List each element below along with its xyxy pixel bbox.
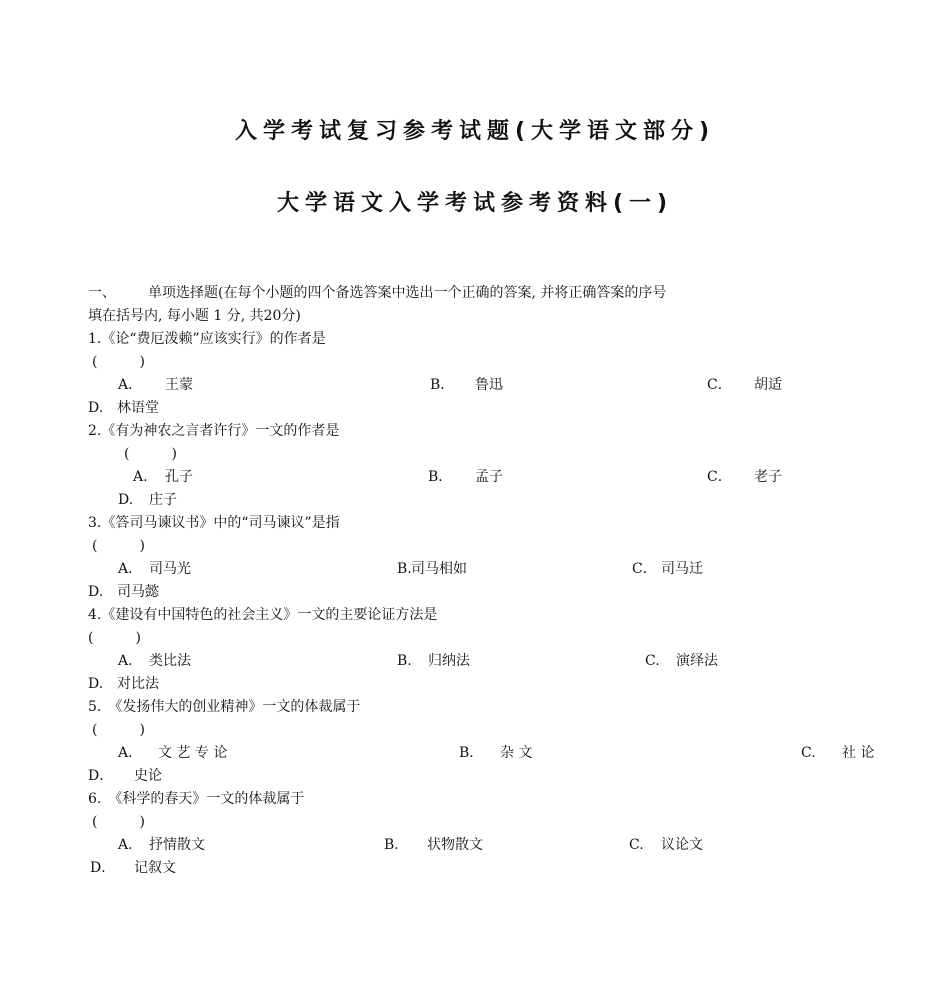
option-label: A. [118,653,133,669]
option-text: 林语堂 [117,400,159,416]
option-label: D. [88,584,104,600]
option-label: B. [397,653,412,669]
option-label: A. [133,469,148,485]
option-text: 对比法 [117,676,159,692]
option-label: C． [632,561,657,577]
option-label: C． [707,469,732,485]
option-label: B. [459,745,474,761]
section-number: 一、 [88,285,116,301]
option-text: 司马相如 [411,561,467,577]
option-label: A. [118,745,133,761]
option-text: 抒情散文 [149,837,205,853]
document-title: 入学考试复习参考试题(大学语文部分) [234,119,716,144]
option-label: A． [118,377,143,393]
option-text: 演绎法 [676,653,718,669]
option-label: B． [430,377,455,393]
option-text: 孟子 [475,469,503,485]
section-heading: 单项选择题(在每个小题的四个备选答案中选出一个正确的答案, 并将正确答案的序号 [148,285,667,301]
option-label: D. [118,492,134,508]
option-text: 归纳法 [428,653,470,669]
answer-blank: ( ) [92,814,145,830]
question-stem: 6. 《科学的春天》一文的体裁属于 [88,791,305,807]
option-text: 司马光 [149,561,191,577]
question-stem: 3.《答司马谏议书》中的“司马谏议”是指 [88,515,340,531]
question-stem: 4.《建设有中国特色的社会主义》一文的主要论证方法是 [88,607,438,623]
option-text: 王蒙 [165,377,193,393]
option-text: 类比法 [149,653,191,669]
question-stem: 2.《有为神农之言者许行》一文的作者是 [88,423,340,439]
option-label: C. [645,653,660,669]
option-label: A. [118,561,133,577]
option-text: 鲁迅 [475,377,503,393]
option-text: 司马迁 [661,561,703,577]
answer-blank: ( ) [88,630,141,646]
option-label: D． [90,860,116,876]
option-label: C. [629,837,644,853]
option-label: B． [428,469,453,485]
option-text: 史论 [134,768,162,784]
option-text: 老子 [754,469,782,485]
option-text: 社 论 [842,745,875,761]
option-text: 司马懿 [117,584,159,600]
answer-blank: ( ) [92,538,145,554]
option-label: C． [707,377,732,393]
option-text: 庄子 [149,492,177,508]
answer-blank: ( ) [124,446,177,462]
option-label: D. [88,400,104,416]
question-stem: 5. 《发扬伟大的创业精神》一文的体裁属于 [88,699,361,715]
document-subtitle: 大学语文入学考试参考资料(一) [276,191,674,216]
option-label: B. [397,561,412,577]
option-text: 状物散文 [427,837,483,853]
option-text: 杂 文 [500,745,533,761]
question-stem: 1.《论“费厄泼赖”应该实行》的作者是 [88,331,326,347]
option-text: 胡适 [754,377,782,393]
option-text: 记叙文 [134,860,176,876]
option-label: C. [801,745,816,761]
answer-blank: ( ) [92,722,145,738]
option-label: B． [384,837,409,853]
option-text: 孔子 [165,469,193,485]
option-label: D. [88,676,104,692]
answer-blank: ( ) [92,354,145,370]
option-text: 文 艺 专 论 [158,745,228,761]
option-label: A. [118,837,133,853]
section-heading-continued: 填在括号内, 每小题 1 分, 共20分) [88,308,301,324]
option-text: 议论文 [661,837,703,853]
option-label: D． [88,768,114,784]
